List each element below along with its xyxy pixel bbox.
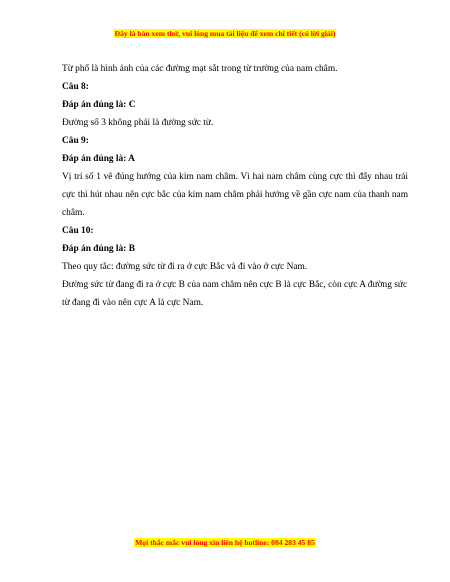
preview-notice-banner: [0, 27, 450, 39]
question-10-answer: Đáp án đúng là: B: [62, 244, 135, 254]
question-10-heading: Câu 10:: [62, 226, 94, 236]
hotline-text: Mọi thắc mắc vui lòng xin liên hệ hotline: 084 283 45 85: [135, 538, 315, 547]
hotline-banner: [0, 536, 450, 548]
question-9-explanation: Vị trí số 1 vẽ đúng hướng của kim nam châm. Vì hai nam châm cùng cực thì đẩy nhau trái cực thì hút nhau nên cực bắc của kim nam châm phải hướng về gần cực nam của thanh nam châm.: [62, 172, 408, 218]
answer-content: [62, 60, 408, 312]
preview-notice-text: Đây là bản xem thử, vui lòng mua tài liệu để xem chi tiết (có lời giải): [114, 29, 336, 38]
question-8-answer: Đáp án đúng là: C: [62, 100, 136, 110]
question-10-explanation: Đường sức từ đang đi ra ở cực B của nam châm nên cực B là cực Bắc, còn cực A đường sức từ đang đi vào nên cực A là cực Nam.: [62, 280, 408, 308]
paragraph-magnetic-spectrum: Từ phổ là hình ảnh của các đường mạt sắt trong từ trường của nam châm.: [62, 64, 338, 74]
question-9-answer: Đáp án đúng là: A: [62, 154, 135, 164]
question-8-explanation: Đường số 3 không phải là đường sức từ.: [62, 118, 214, 128]
question-8-heading: Câu 8:: [62, 82, 89, 92]
question-10-rule: Theo quy tắc: đường sức từ đi ra ở cực Bắc và đi vào ở cực Nam.: [62, 262, 308, 272]
question-9-heading: Câu 9:: [62, 136, 89, 146]
